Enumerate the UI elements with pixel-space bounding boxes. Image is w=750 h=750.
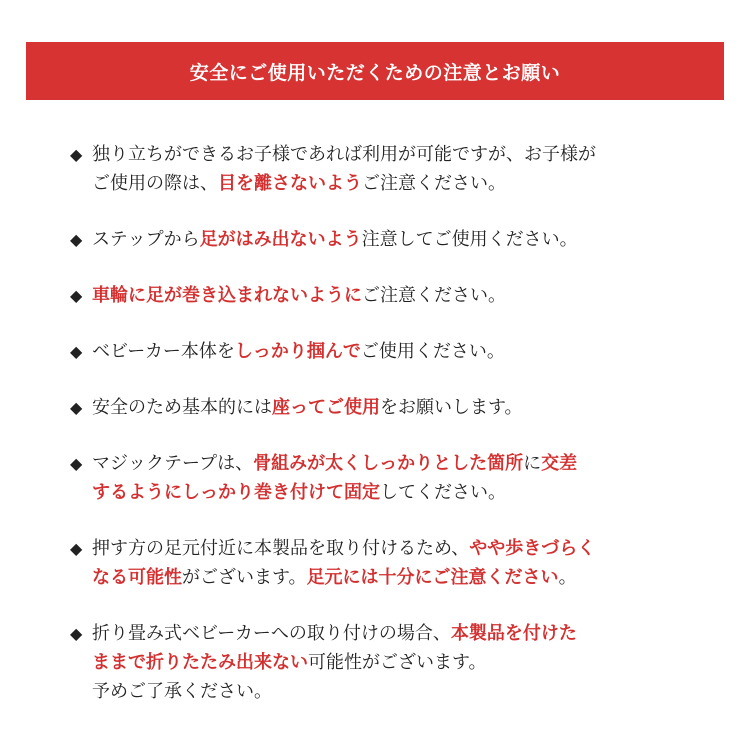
diamond-bullet-icon: ◆	[70, 286, 83, 305]
note-text: ご注意ください。	[362, 173, 506, 194]
note-text: をお願いします。	[380, 397, 523, 418]
note-text: 安全のため基本的には	[92, 397, 272, 418]
note-text: してください。	[380, 482, 506, 503]
notes-list	[70, 140, 695, 733]
diamond-bullet-icon: ◆	[70, 398, 83, 417]
note-item	[70, 619, 695, 706]
highlighted-text: ままで折りたたみ出来ない	[92, 652, 308, 673]
note-text: 。	[558, 567, 577, 588]
note-text: 注意してご使用ください。	[361, 229, 578, 250]
page-title: 安全にご使用いただくための注意とお願い	[189, 61, 561, 84]
note-item	[70, 281, 695, 310]
highlighted-text: 車輪に足が巻き込まれないように	[92, 285, 362, 306]
highlighted-text: 交差	[541, 453, 578, 474]
note-text: 予めご了承ください。	[92, 681, 272, 702]
note-text: ご使用ください。	[360, 341, 505, 362]
highlighted-text: やや歩きづらく	[469, 538, 596, 559]
note-item	[70, 140, 695, 198]
note-text: ベビーカー本体を	[92, 341, 235, 362]
diamond-bullet-icon: ◆	[70, 145, 83, 164]
highlighted-text: 足元には十分にご注意ください	[306, 567, 559, 588]
highlighted-text: 本製品を付けた	[450, 623, 577, 644]
note-text: 可能性がございます。	[308, 652, 487, 673]
note-text: ステップから	[92, 229, 200, 250]
note-item	[70, 337, 695, 366]
note-item	[70, 225, 695, 254]
note-text: ご注意ください。	[362, 285, 506, 306]
note-text: がございます。	[182, 567, 307, 588]
highlighted-text: しっかり掴んで	[234, 341, 361, 362]
highlighted-text: 足がはみ出ないよう	[199, 229, 362, 250]
note-item	[70, 534, 695, 592]
note-text: 独り立ちができるお子様であれば利用が可能ですが、お子様が	[92, 144, 596, 165]
diamond-bullet-icon: ◆	[70, 624, 83, 643]
note-text: ご使用の際は、	[92, 173, 218, 194]
title-banner	[26, 42, 724, 100]
highlighted-text: なる可能性	[92, 567, 182, 588]
highlighted-text: 骨組みが太くしっかりとした箇所	[253, 453, 524, 474]
note-item	[70, 393, 695, 422]
highlighted-text: 目を離さないよう	[218, 173, 362, 194]
diamond-bullet-icon: ◆	[70, 342, 83, 361]
note-text: 折り畳み式ベビーカーへの取り付けの場合、	[92, 623, 451, 644]
diamond-bullet-icon: ◆	[70, 539, 83, 558]
note-item	[70, 449, 695, 507]
note-text: 押す方の足元付近に本製品を取り付けるため、	[92, 538, 470, 559]
note-text: マジックテープは、	[92, 453, 254, 474]
diamond-bullet-icon: ◆	[70, 454, 83, 473]
highlighted-text: 座ってご使用	[272, 397, 380, 418]
diamond-bullet-icon: ◆	[70, 230, 83, 249]
note-text: に	[523, 453, 542, 474]
highlighted-text: するようにしっかり巻き付けて固定	[92, 482, 380, 503]
